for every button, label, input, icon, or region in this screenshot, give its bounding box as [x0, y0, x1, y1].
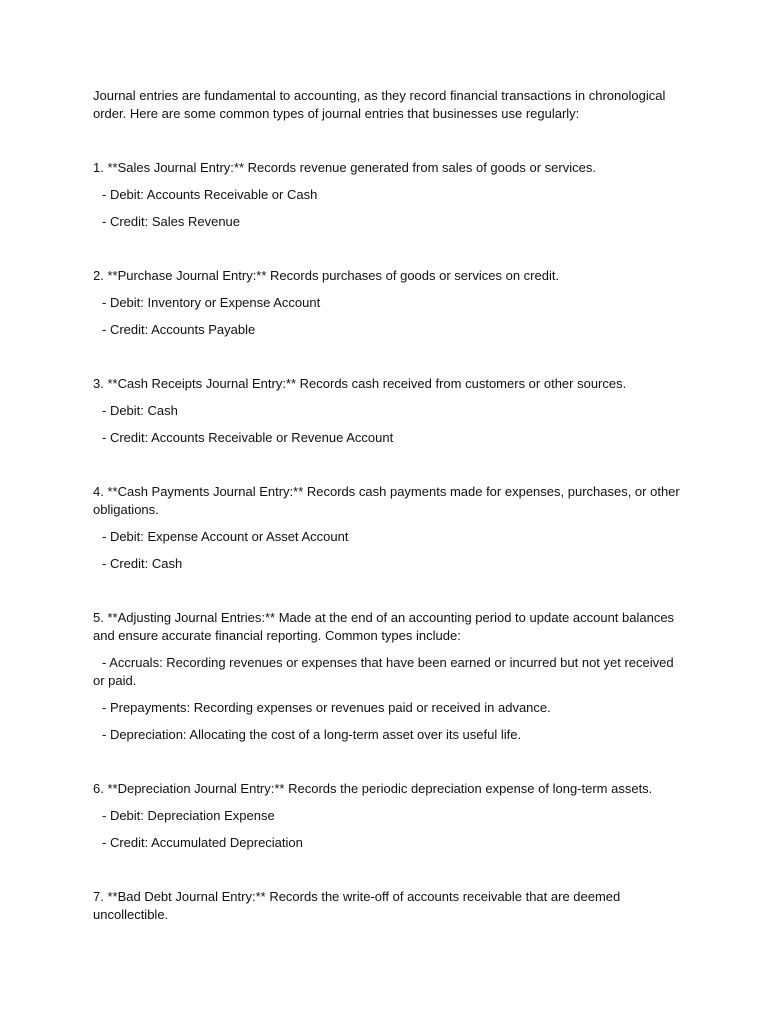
entry-heading: 7. **Bad Debt Journal Entry:** Records the write-off of accounts receivable that are deemed uncollectible. — [93, 889, 621, 922]
entry-line: - Credit: Accumulated Depreciation — [102, 835, 303, 850]
intro-paragraph: Journal entries are fundamental to accounting, as they record financial transactions in chronological order. Here are some common types of journal entries that businesses use regularly: — [93, 88, 666, 121]
journal-entry-depreciation — [93, 780, 683, 852]
entry-line: - Credit: Accounts Receivable or Revenue Account — [102, 430, 394, 445]
entry-line: - Debit: Cash — [102, 403, 178, 418]
journal-entry-cash-receipts — [93, 375, 683, 447]
entry-heading: 3. **Cash Receipts Journal Entry:** Records cash received from customers or other sources. — [93, 376, 627, 391]
entry-line: - Debit: Expense Account or Asset Account — [102, 529, 349, 544]
journal-entry-purchase — [93, 267, 683, 339]
entry-line: - Credit: Accounts Payable — [102, 322, 256, 337]
entry-heading: 6. **Depreciation Journal Entry:** Records the periodic depreciation expense of long-term assets. — [93, 781, 653, 796]
entry-line: - Accruals: Recording revenues or expenses that have been earned or incurred but not yet received or paid. — [93, 655, 674, 688]
journal-entry-cash-payments — [93, 483, 683, 573]
entry-heading: 4. **Cash Payments Journal Entry:** Records cash payments made for expenses, purchases, or other obligations. — [93, 484, 680, 517]
entry-line: - Depreciation: Allocating the cost of a long-term asset over its useful life. — [102, 727, 522, 742]
entry-line: - Debit: Inventory or Expense Account — [102, 295, 321, 310]
entry-heading: 2. **Purchase Journal Entry:** Records purchases of goods or services on credit. — [93, 268, 560, 283]
entry-line: - Credit: Sales Revenue — [102, 214, 241, 229]
journal-entry-bad-debt — [93, 888, 683, 924]
document-page — [93, 87, 683, 960]
entry-line: - Prepayments: Recording expenses or revenues paid or received in advance. — [102, 700, 551, 715]
entry-heading: 1. **Sales Journal Entry:** Records revenue generated from sales of goods or services. — [93, 160, 596, 175]
entry-line: - Debit: Accounts Receivable or Cash — [102, 187, 318, 202]
journal-entry-sales — [93, 159, 683, 231]
entry-line: - Credit: Cash — [102, 556, 183, 571]
entry-heading: 5. **Adjusting Journal Entries:** Made at the end of an accounting period to update account balances and ensure accurate financial reporting. Common types include: — [93, 610, 675, 643]
journal-entry-adjusting — [93, 609, 683, 744]
entry-line: - Debit: Depreciation Expense — [102, 808, 275, 823]
